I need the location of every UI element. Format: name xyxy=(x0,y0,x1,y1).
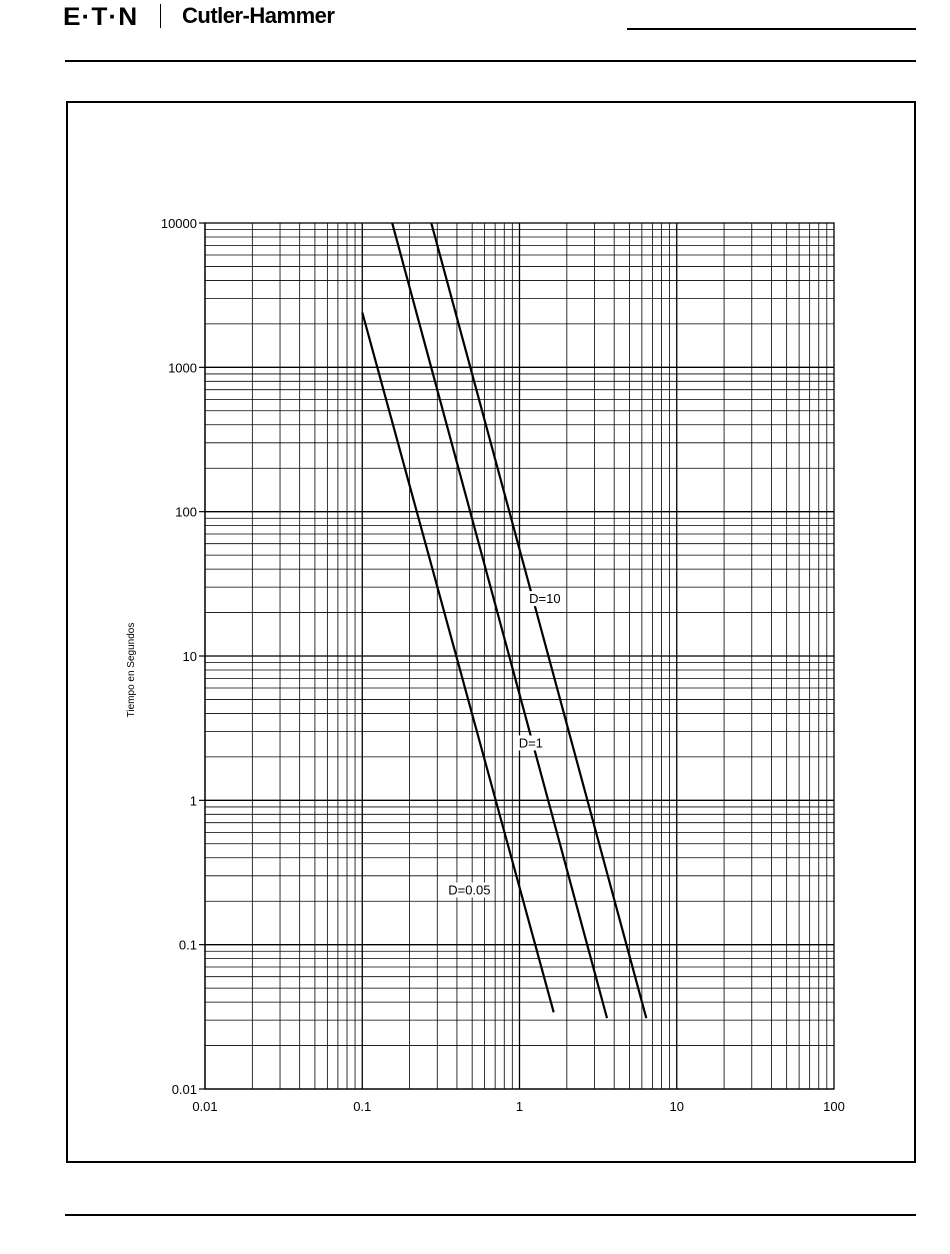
x-tick-label: 10 xyxy=(669,1099,684,1114)
y-tick-label: 0.01 xyxy=(171,1082,197,1097)
y-axis-label: Tiempo en Segundos xyxy=(126,622,137,718)
eaton-logo: E·T·N xyxy=(63,3,139,31)
curve-2 xyxy=(392,223,607,1018)
x-tick-label: 100 xyxy=(823,1099,845,1114)
x-tick-label: 0.01 xyxy=(192,1099,218,1114)
footer-rule xyxy=(65,1214,916,1216)
curve-label: D=1 xyxy=(518,735,543,751)
y-tick-label: 0.1 xyxy=(178,937,197,953)
cutler-hammer-wordmark: Cutler-Hammer xyxy=(182,3,335,28)
y-tick-label: 10000 xyxy=(160,216,197,231)
tick-labels xyxy=(161,216,845,1114)
y-tick-label: 1000 xyxy=(168,360,197,376)
grid-lines xyxy=(199,223,834,1089)
y-tick-label: 10 xyxy=(182,649,197,664)
y-tick-label: 100 xyxy=(175,504,197,520)
curve-label: D=10 xyxy=(529,591,561,607)
curve-label: D=0.05 xyxy=(448,882,491,898)
x-tick-label: 0.1 xyxy=(353,1099,372,1114)
y-tick-label: 1 xyxy=(189,793,197,809)
x-tick-label: 1 xyxy=(515,1099,524,1114)
